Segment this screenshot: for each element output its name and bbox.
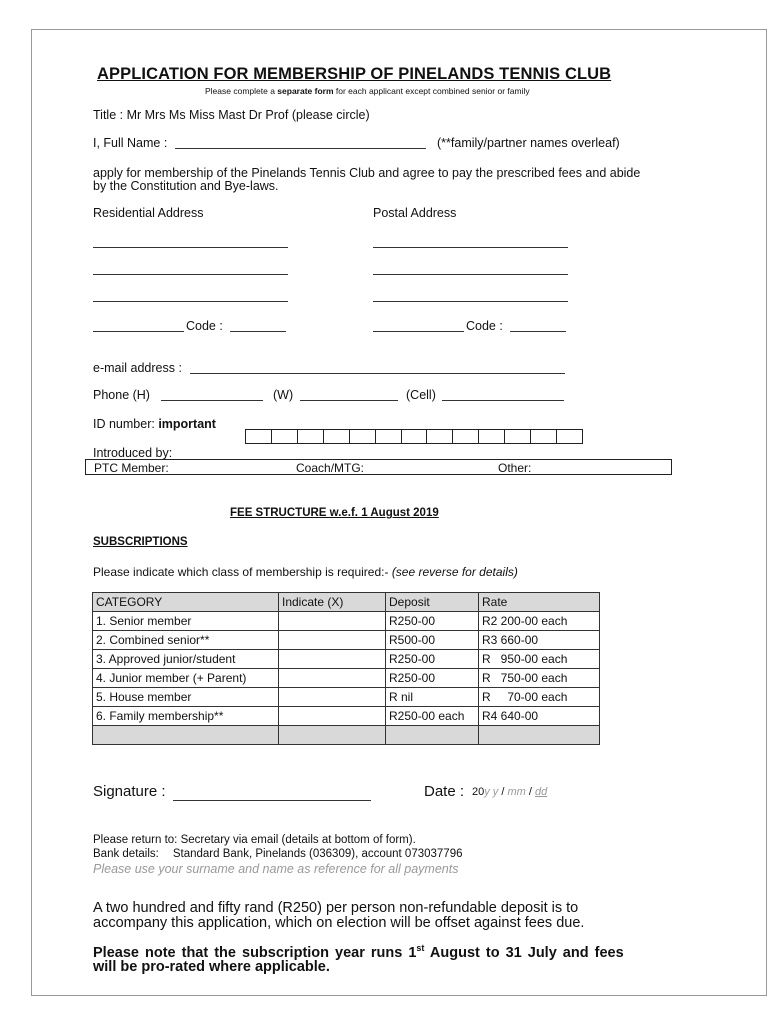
apply-text-line2: by the Constitution and Bye-laws. [93,179,279,193]
deposit-cell: R nil [386,688,479,707]
rate-cell: R4 640-00 [479,707,600,726]
reference-note: Please use your surname and name as reference for all payments [93,862,459,876]
deposit-cell: R250-00 [386,669,479,688]
signature-label: Signature : [93,783,166,800]
table-row [93,631,600,650]
full-name-field[interactable] [175,148,426,149]
phone-work-field[interactable] [300,400,398,401]
indicate-cell[interactable] [279,688,386,707]
residential-code-label: Code : [186,319,223,333]
bank-details: Bank details: Standard Bank, Pinelands (036309), account 073037796 [93,848,463,860]
residential-address-label: Residential Address [93,206,204,220]
phone-work-label: (W) [273,388,294,402]
date-label: Date : [424,783,465,800]
column-header: Rate [479,593,600,612]
column-header: CATEGORY [93,593,279,612]
title-options[interactable]: Title : Mr Mrs Ms Miss Mast Dr Prof (please circle) [93,108,370,122]
deposit-note-line2: accompany this application, which on election will be offset against fees due. [93,915,585,931]
indicate-cell[interactable] [279,669,386,688]
fee-table [92,592,600,745]
fee-structure-heading: FEE STRUCTURE w.e.f. 1 August 2019 [230,507,439,519]
postal-address-line[interactable] [373,331,464,332]
deposit-cell: R250-00 each [386,707,479,726]
email-label: e-mail address : [93,361,182,375]
category-cell: 4. Junior member (+ Parent) [93,669,279,688]
category-cell: 2. Combined senior** [93,631,279,650]
residential-address-line[interactable] [93,274,288,275]
phone-home-field[interactable] [161,400,263,401]
deposit-cell: R250-00 [386,612,479,631]
form-subtitle: Please complete a separate form for each applicant except combined senior or family [205,86,530,96]
postal-address-line[interactable] [373,247,568,248]
postal-address-label: Postal Address [373,206,457,220]
full-name-note: (**family/partner names overleaf) [437,136,620,150]
phone-home-label: Phone (H) [93,388,150,402]
table-header-row [93,593,600,612]
table-row [93,707,600,726]
date-field[interactable]: 20y y / mm / dd [472,786,548,798]
residential-code-field[interactable] [230,331,286,332]
residential-address-line[interactable] [93,301,288,302]
category-cell: 3. Approved junior/student [93,650,279,669]
table-row [93,650,600,669]
other-label: Other: [498,461,532,475]
id-number-label: ID number: important [93,417,216,431]
table-row [93,669,600,688]
deposit-cell: R500-00 [386,631,479,650]
id-number-boxes[interactable] [245,429,583,444]
category-cell: 6. Family membership** [93,707,279,726]
postal-address-line[interactable] [373,274,568,275]
apply-text-line1: apply for membership of the Pinelands Tennis Club and agree to pay the prescribed fees and abide [93,166,641,180]
residential-address-line[interactable] [93,331,184,332]
rate-cell: R 70-00 each [479,688,600,707]
introduced-by-box[interactable] [85,459,672,475]
rate-cell: R 950-00 each [479,650,600,669]
return-instructions: Please return to: Secretary via email (details at bottom of form). [93,834,416,846]
phone-cell-label: (Cell) [406,388,436,402]
column-header: Deposit [386,593,479,612]
subscriptions-heading: SUBSCRIPTIONS [93,536,188,548]
phone-cell-field[interactable] [442,400,564,401]
postal-address-line[interactable] [373,301,568,302]
postal-code-label: Code : [466,319,503,333]
introduced-by-label: Introduced by: [93,446,173,460]
rate-cell: R 750-00 each [479,669,600,688]
rate-cell: R3 660-00 [479,631,600,650]
subscription-year-note-line1: Please note that the subscription year runs 1st August to 31 July and fees [93,943,624,961]
category-cell: 5. House member [93,688,279,707]
signature-field[interactable] [173,800,371,801]
full-name-label: I, Full Name : [93,136,168,150]
indicate-cell[interactable] [279,707,386,726]
indicate-cell[interactable] [279,650,386,669]
category-cell: 1. Senior member [93,612,279,631]
indicate-cell[interactable] [279,631,386,650]
table-row [93,612,600,631]
postal-code-field[interactable] [510,331,566,332]
column-header: Indicate (X) [279,593,386,612]
indicate-class-text: Please indicate which class of membership is required:- (see reverse for details) [93,565,518,579]
deposit-note-line1: A two hundred and fifty rand (R250) per person non-refundable deposit is to [93,900,579,916]
deposit-cell: R250-00 [386,650,479,669]
indicate-cell[interactable] [279,612,386,631]
subscription-year-note-line2: will be pro-rated where applicable. [93,959,330,975]
residential-address-line[interactable] [93,247,288,248]
coach-label: Coach/MTG: [296,461,365,475]
table-row [93,688,600,707]
email-field[interactable] [190,373,565,374]
form-title: APPLICATION FOR MEMBERSHIP OF PINELANDS TENNIS CLUB [97,65,612,83]
ptc-member-label: PTC Member: [94,461,169,475]
rate-cell: R2 200-00 each [479,612,600,631]
table-row-empty [93,726,600,745]
